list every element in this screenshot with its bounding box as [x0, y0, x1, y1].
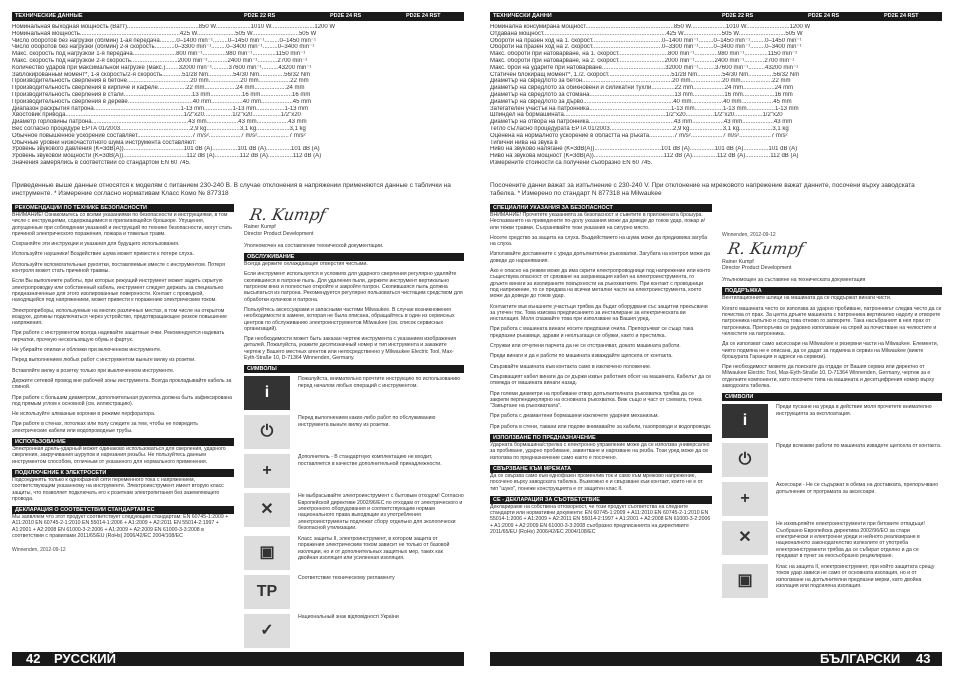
spec-row: Число оборотов без нагрузки (об/мин) 2-я скорость............0–3300 min⁻¹.........0–3400 min⁻¹.........0–3400 min⁻¹ [12, 44, 315, 51]
left-col-1: РЕКОМЕНДАЦИИ ПО ТЕХНИКЕ БЕЗОПАСНОСТИ ВНИМАНИЕ! Ознакомьтесь со всеми указаниями по безопасности и инструкциями, в том числе с инструкциями, содержащимися в прилагающейся брошюре. Упущения, допущенные при соблюдении указаний и инструкций по технике безопасности, могут стать причиной электрического поражения, пожара и тяжелых травм. Сохраняйте эти инструкции и указания для будущего использования. Используйте наушники! Воздействие шума может привести к потере слуха. Используйте вспомогательные рукоятки, поставляемые вместе с инструментом. Потеря контроля может стать причиной травмы. Если Вы выполняете работы, при которых режущий инструмент может задеть скрытую электропроводку или собственный кабель, инструмент следует держать за специально предназначенные для этого изолированные поверхности. Контакт с проводкой, находящейся под напряжением, может привести к поражению электрическим током. Электроприборы, используемые на многих различных местах, в том числе на открытом воздухе, должны подключаться через устройство, предотвращающее резкое повышение напряжения. При работе с инструментом всегда надевайте защитные очки. Рекомендуется надевать перчатки, прочную нескользящую обувь и фартук. Не убирайте опилки и обломки при включенном инструменте. Перед выполнением любых работ с инструментом выньте вилку из розетки. Вставляйте вилку в розетку только при выключенном инструменте. Держите сетевой провод вне рабочей зоны инструмента. Всегда прокладывайте кабель за спиной. При работе с большим диаметром, дополнительная рукоятка должна быть зафиксирована под прямым углом к основной (см. иллюстрацию). Не используйте алмазные коронки в режиме перфоратора. При работе в стенах, потолках или полу следите за тем, чтобы не повредить электрические кабели или водопроводные трубы. ИСПОЛЬЗОВАНИЕ Электронная дрель-ударный может одинаково использоваться для сверления, ударного сверления, закручивания шурупов и нарезания резьбы. Не пользуйтесь данным инструментом способом, отличным от указанного для нормального применения. ПОДКЛЮЧЕНИЕ К ЭЛЕКТРОСЕТИ Подсоединять только к однофазной сети переменного тока с напряжением, соответствующим указанному на инструменте. Электроинструмент имеет вторую класс защиты, что позволяет подключать его к розеткам электропитания без заземляющего провода. ДЕКЛАРАЦИЯ О СООТВЕТСТВИИ СТАНДАРТАМ ЕС Мы заявляем что этот продукт соответствует следующим стандартам: EN 60745-1:2009 + A11:2010 EN 60745-2-1:2010 EN 55014-1:2006 + A1:2009 + A2:2011 EN 55014-2:1997 + A1:2001 + A2:2008 EN 61000-3-2:2006 + A1:2009 + A2:2009 EN 61000-3-3:2008 в соответствии с правилами 2011/65/EU (RoHs) 2006/42/EC 2004/108/EC Winnenden, 2012-09-12 [12, 205, 232, 554]
spec-row: Вес согласно процедуре EPTA 01/2003..........................................2,9 kg....................3,1 kg....................3,1 kg [12, 125, 306, 132]
ukraine-mark-icon: ✓ [244, 614, 290, 648]
spec-row: Затегателен участък на патронника.................................................1-13 mm.................1-13 mm.................1-13 mm [490, 105, 799, 112]
class-ii-icon: ▣ [244, 536, 290, 570]
spec-row: Количество ударов при максимальной нагрузке (макс.)........32000 min⁻¹..........37600 min⁻¹..........43200 min⁻¹ [12, 64, 312, 71]
page-footer-left [12, 652, 464, 666]
spec-row: Номинальная мощность............................................................425 W.......................505 W............................505 W [12, 30, 317, 37]
spec-row: Обороти на празен ход на 2. скорост..........................................0–3300 min⁻¹.........0–3400 min⁻¹.........0–3400 min⁻¹ [490, 44, 802, 51]
unplug-icon: ⏻ [244, 415, 290, 449]
accessory-icon: + [722, 482, 768, 516]
spec-row: Уровень звукового давления (K=3dB(A))....................................101 dB (A)...............101 dB (A)...............101 dB (A) [12, 146, 320, 153]
section-header-service: ПОДДРЪЖКА [722, 287, 942, 295]
signer-authority: Упълномощен за съставяне на техническата документация [722, 277, 866, 284]
weee-bin-icon: ✕ [244, 493, 290, 527]
section-header-symbols: СИМВОЛЫ [244, 365, 464, 373]
signer-authority: Уполномочен на составление технической документации. [244, 242, 384, 249]
spec-row: Значения замерялись в соответствии со стандартом EN 60 745. [12, 159, 191, 166]
language-label: РУССКИЙ [54, 651, 116, 666]
spec-row: Макс. скорость под нагрузкой 1-я передача..........................800 min⁻¹..............980 min⁻¹..............1150 min⁻¹ [12, 51, 306, 58]
right-col-1: СПЕЦИАЛНИ УКАЗАНИЯ ЗА БЕЗОПАСНОСТ ВНИМАНИЕ! Прочетете указанията за безопасност и съветите в приложената брошура. Неспазването на приведените по-долу указания може да доведе до токов удар, пожар и/или тежки травми. Съхранявайте тези указания на сигурно място. Носете средство за защита на слуха. Въздействието на шума може да предизвика загуба на слуха. Използвайте доставените с уреда допълнителни ръкохватки. Загубата на контрол може да доведе до наранявания. Ако е опасно на режим може да има скрити електропроводници под напрежение или конто съществува опасност от срязване на захранващия кабел на електроинструмента, го дръжте винаги за изолираните повърхности на ръкохватките. При контакт с проводници под напрежение, то се предава на всички метални части на електроинструмента, което може да доведе до токов удар. Контактите във външните участъци трябва да бъдат оборудвани със защитни прекъсвачи за утечен ток. Това изисква предписанието за инсталиране за електрическата ви инсталация. Моля спазвайте това при използване на Вашия уред. При работа с машината винаги носете предпазни очила. Препоръчват се също така предпазни ръкавици, здрави и нехлъзгащи се обувки, както и престилка. Стружки или отчупени парчета да не се отстраняват, докато машината работи. Преди винаги и да е работи по машината изваждайте щепсела от контакта. Свързвайте машината към контакта само в изключено положение. Свързващият кабел винаги да се държи извън работния обсег на машината. Кабелът да се отвежда от машината винаги назад. При големи диаметри на пробиване отвор допълнителната ръкохватка трябва да се закрепи перпендикулярно на основната ръкохватка. Виж също и част от схемата, точка "Завъртане на ръкохватката". При работа с диамантени бормашини изключете ударния механизъм. При работа в стени, тавани или подове внимавайте за кабели, газопроводи и водопроводи. ИЗПОЛЗВАНЕ ПО ПРЕДНАЗНАЧЕНИЕ Ударната бормашина/стрелка с електронно управление може да се използва универсално за пробиване, ударно пробиване, завинтване и нарязване на резба. Този уред може да се използва по предназначение само както е посочено. СВЪРЗВАНЕ КЪМ МРЕЖАТА Да се свързва само към еднофазен променлив ток и само към мрежово напрежение, посочено върху заводската табелка. Възможно е и свързване към контакт, които не е от тип "шуко", понеже конструкцията е от защитен клас II. СЕ - ДЕКЛАРАЦИЯ ЗА СЪОТВЕТСТВИЕ Декларираме на собствена отговорност, че този продукт съответства на следните стандарти или нормативни документи: EN 60745-1:2009 + A11:2010 EN 60745-2-1:2010 EN 55014-1:2006 + A1:2009 + A2:2011 EN 55014-2:1997 + A1:2001 + A2:2008 EN 61000-3-2:2006 + A1:2009 + A2:2009 EN 61000-3-3:2008 съобразно предписанията на директивите 2011/65/EU (RoHs) 2006/42/EC 2004/108/EC [490, 205, 712, 535]
signature-icon: R. Kumpf [726, 239, 806, 259]
spec-row: Производительность сверления в кирпиче и кафеле.................22 mm...................24 mm...................24 mm [12, 85, 305, 92]
section-header-safety: РЕКОМЕНДАЦИИ ПО ТЕХНИКЕ БЕЗОПАСНОСТИ [12, 204, 234, 212]
spec-row: Производительность сверления в бетоне......................................20 mm...................20 mm...................22 mm [12, 78, 309, 85]
spec-row: Диаметър на свредлото за дърво......................................................40 mm...................40 mm...................45 mm [490, 98, 792, 105]
read-manual-icon: i [244, 376, 290, 410]
tech-data-header: ТЕХНИЧЕСКИ ДАННИ PD2E 22 RS PD2E 24 RS PD2E 24 RST [490, 12, 942, 21]
spec-row: Заблокированный момент*, 1-я скорость/2-я скорость............51/28 Nm...............54/30 Nm...............56/32 Nm [12, 71, 311, 78]
section-header-declaration: СЕ - ДЕКЛАРАЦИЯ ЗА СЪОТВЕТСТВИЕ [490, 496, 712, 504]
spec-row: Статичен блокиращ момент*, 1./2. скорост......................................51/28 Nm...............54/30 Nm...............56/32 Nm [490, 71, 800, 78]
spec-row: Оценена на нормалното ускорение в областта на ръката...............7 m/s²...................7 m/s²...................7 m/s² [490, 132, 788, 139]
spec-row: Типични нива на звука в [490, 139, 558, 146]
right-col-2: Winnenden, 2012-09-12 R. Kumpf Rainer Kumpf Director Product Development Упълномощен за съставяне на техническата документация ПОДДРЪЖКА Вентилационните шлици на машината да се поддържат винаги чисти. Когато машината често се използва за ударно пробиване, патронникът следва често да се почиства от прах. За целта дръжте машината с патронника вертикално надолу и отворете патронника напълно и след това отново го затворете. Така насъбраният в нея прах от патронника. Препоръчва се редовно използване на спрей за почистване на челюстите и челюстите на патронника. Да се използват само аксесоари на Milwaukee и резервни части на Milwaukee. Елементи, чиято подмяна не е описана, да се дадат за подмяна в сервиз на Milwaukee (вижте брошурата Гаранция и адреси на сервизи). При необходимост можете да поискате да отдаде от Вашия сервиз или директно от Milwaukee Electric Tool, Max-Eyth-Straße 10, D-71364 Winnenden, Germany, чертеж за е отделните компоненти, като посочите типа на машината и десетцифрения номер върху заводската табелка. СИМВОЛИ i Преди пускане на уреда в действие моля прочетете внимателно инструкцията за експлоатация. ⏻ Преди всякакви работи по машината извадете щепсела от контакта. + Аксесоари - Не се съдържат в обема на доставката, препоръчвано допълнение от програмата за аксесоари. ✕ Не изхвърляйте електроинструменти при битовите отпадъци! Съобразно Европейска директива 2002/96/ЕО за стари електрически и електронни уреди и нейното реализиране в националното законодателство излезлите от употреба електроинструменти трябва да се събират отделно и да се предават в пункт за екосъобразно рециклиране. ▣ Клас на защита II, електроинструмент, при който защитата срещу токов удар зависи не само от основната изолация, но и от използване на допълнителни предпазни мерки, като двойна изолация или подсилена изолация. [722, 204, 942, 648]
section-header-symbols: СИМВОЛИ [722, 393, 942, 401]
voltage-note: Приведенные выше данные относятся к моделям с питанием 230-240 В. В случае отклонения в напряжении применяются данные с таблички на инструменте. * Измерение согласно нормативам Класс Комо № 877318 [12, 182, 451, 197]
spec-row: Диаметр горловины патрона..........................................................43 mm...................43 mm...................43 mm [12, 119, 307, 126]
tech-specs [12, 24, 464, 167]
spec-row: Обычное повышенное ускорение составляет.................................7 m/s²...................7 m/s²...................7 m/s² [12, 132, 306, 139]
section-header-declaration: ДЕКЛАРАЦИЯ О СООТВЕТСТВИИ СТАНДАРТАМ ЕС [12, 506, 234, 514]
spec-row: Макс. скорость под нагрузкой 2-я скорость............................2000 min⁻¹............2400 min⁻¹............2700 min⁻¹ [12, 57, 308, 64]
spec-row: Хвостовик привода.......................................................................1/2"x20.................1/2"x20.................1/2"x20 [12, 112, 301, 119]
tech-data-header: ТЕХНИЧЕСКИЕ ДАННЫЕ PD2E 22 RS PD2E 24 RS PD2E 24 RST [12, 12, 464, 21]
spec-row: Обычные уровни низкочастотного шума инструмента составляют: [12, 139, 197, 146]
page-right [477, 0, 954, 677]
spec-row: Производительность сверления в стали.........................................13 mm...................16 mm...................16 mm [12, 91, 311, 98]
section-header-connect: СВЪРЗВАНЕ КЪМ МРЕЖАТА [490, 465, 712, 473]
signer-title: Director Product Development [244, 230, 314, 237]
section-header-usage: ИСПОЛЬЗОВАНИЕ [12, 438, 234, 446]
signer-name: Rainer Kumpf [244, 224, 276, 231]
spec-row: Тегло съгласно процедурата EPTA 01/2003......................................2,9 kg....................3,1 kg....................3,1 kg [490, 125, 789, 132]
accessory-icon: + [244, 454, 290, 488]
weee-bin-icon: ✕ [722, 521, 768, 555]
section-header-connect: ПОДКЛЮЧЕНИЕ К ЭЛЕКТРОСЕТИ [12, 469, 234, 477]
spec-row: Отдавана мощност..........................................................................425 W.......................505 W............................505 W [490, 30, 803, 37]
spec-row: Измерените стойности са получени съобразно EN 60 745. [490, 159, 653, 166]
spec-row: Обороти на празен ход на 1. скорост..........................................0–1400 min⁻¹.........0–1450 min⁻¹.........0–1450 min⁻¹ [490, 37, 802, 44]
spec-row: Номинальная выходная мощность (Ватт)...........................................850 W.....................1010 W..........................1200 W [12, 24, 336, 30]
spec-row: Диаметър на свредлото за стомана...................................................13 mm...................16 mm...................16 mm [490, 91, 793, 98]
spec-row: Уровень звуковой мощности (K=3dB(A))......................................112 dB (A)...............112 dB (A)...............112 dB (A) [12, 153, 322, 160]
spec-row: Ниво на звуково налягане (K=3dB(A))........................................101 dB (A)...............101 dB (A)...............101 dB (A) [490, 146, 798, 153]
declaration-date: Winnenden, 2012-09-12 [722, 232, 776, 238]
class-ii-icon: ▣ [722, 564, 768, 598]
spec-row: Ниво на звукова мощност (K=3dB(A))..........................................112 dB (A)...............112 dB (A)...............112 dB (A) [490, 153, 799, 160]
unplug-icon: ⏻ [722, 443, 768, 477]
eac-mark-icon: TP [244, 575, 290, 609]
signer-title: Director Product Development [722, 264, 792, 271]
spec-row: Диаметър на свредлото за обикновени и силикатни тухли..............22 mm...................24 mm...................24 mm [490, 85, 794, 92]
page-number: 43 [916, 651, 931, 666]
spec-row: Производительность сверления в дереве.......................................40 mm...................40 mm...................45 mm [12, 98, 312, 105]
language-label: БЪЛГАРСКИ [820, 651, 901, 666]
section-header-usage: ИЗПОЛЗВАНЕ ПО ПРЕДНАЗНАЧЕНИЕ [490, 434, 712, 442]
section-header-safety: СПЕЦИАЛНИ УКАЗАНИЯ ЗА БЕЗОПАСНОСТ [490, 204, 712, 212]
spec-row: Макс. обороти при натоварване, на 1. скорост..............................800 min⁻¹..............980 min⁻¹..............1150 min⁻¹ [490, 51, 798, 58]
declaration-date: Winnenden, 2012-09-12 [12, 547, 66, 554]
page-number: 42 [26, 651, 41, 666]
tech-specs [490, 24, 942, 167]
spec-row: Число оборотов без нагрузки (об/мин) 1-ая передача..........0–1400 min⁻¹.........0–1450 min⁻¹.........0–1450 min⁻¹ [12, 37, 316, 44]
spec-row: Макс. брой на ударите при натоварване......................................32000 min⁻¹..........37600 min⁻¹..........43200 min⁻¹ [490, 64, 799, 71]
section-header-service: ОБСЛУЖИВАНИЕ [244, 253, 464, 261]
signature-icon: R. Kumpf [248, 205, 328, 224]
left-col-2: R. Kumpf Rainer Kumpf Director Product Development Уполномочен на составление технической документации. ОБСЛУЖИВАНИЕ Всегда держите охлаждающие отверстия чистыми. Если инструмент используется в условиях для ударного сверления регулярно удаляйте скопившиеся в патроне пыль. Для удаления пыли, держите инструмент вертикально патроном вниз и полностью откройте и закройте патрон. Скопившаяся пыль должна высыпаться из патрона. Рекомендуется регулярно пользоваться чистящим средством для обработки кулачков и патрона. Пользуйтесь аксессуарами и запасными частями Milwaukee. В случае возникновения необходимости в замене, которая не была описана, обращайтесь в один из сервисных центров по обслуживанию электроинструментов Milwaukee (см. список сервисных организаций). При необходимости может быть заказан чертеж инструмента с указанием изображения деталей. Пожалуйста, укажите десятизначный номер и тип инструмента и закажите чертеж у Вашего местных агентов или непосредственно у Milwaukee Electric Tool, Max-Eyth-Straße 10, D-71364 Winnenden, Germany. СИМВОЛЫ i Пожалуйста, внимательно прочтите инструкцию по использованию перед началом любых операций с инструментом. ⏻ Перед выполнением каких-либо работ по обслуживанию инструмента выньте вилку из розетки. + Дополнитель - В стандартную комплектацию не входит, поставляется в качестве дополнительной принадлежности. ✕ Не выбрасывайте электроинструмент с бытовым отходом! Согласно Европейской директиве 2002/96/ЕС по отходам от электрического и электронного оборудования и соответствующим нормам национального права выходящие из употребления электроинструменты подлежат сбору отдельно для экологически безопасной утилизации. ▣ Класс защиты II, электроинструмент, в котором защита от поражения электрическим током зависит не только от базовой изоляции, но и от дополнительных защитных мер, таких как двойная изоляция или усиленная изоляция. TP Соответствие техническому регламенту ✓ Национальный знак відповідності України [244, 204, 464, 648]
spec-row: Макс. обороти при натоварване, на 2. скорост............................2000 min⁻¹............2400 min⁻¹............2700 min⁻¹ [490, 57, 795, 64]
page-footer-right [490, 652, 942, 666]
read-manual-icon: i [722, 404, 768, 438]
spec-row: Диаметър на свредлото за бетон......................................................20 mm...................20 mm...................22 mm [490, 78, 791, 85]
spec-row: Шпиндел на бормашината.............................................................1/2"x20.................1/2"x20.................1/2"x20 [490, 112, 783, 119]
spec-row: Номинална консумирана мощност.....................................................850 W.....................1010 W..........................1200 W [490, 24, 811, 30]
spec-row: Диапазон раскрытия патрона....................................................1-13 mm.................1-13 mm.................1-13 mm [12, 105, 309, 112]
voltage-note: Посочените данни важат за изпълнение с 230-240 V. При отклонение на мрежовото напрежение важат данните, посочени върху заводската табелка. * Измерено по стандарт N 877318 на Milwaukee [490, 182, 915, 197]
spec-row: Диаметър на отвора на патронника...................................................43 mm...................43 mm...................43 mm [490, 119, 793, 126]
signer-name: Rainer Kumpf [722, 258, 754, 265]
